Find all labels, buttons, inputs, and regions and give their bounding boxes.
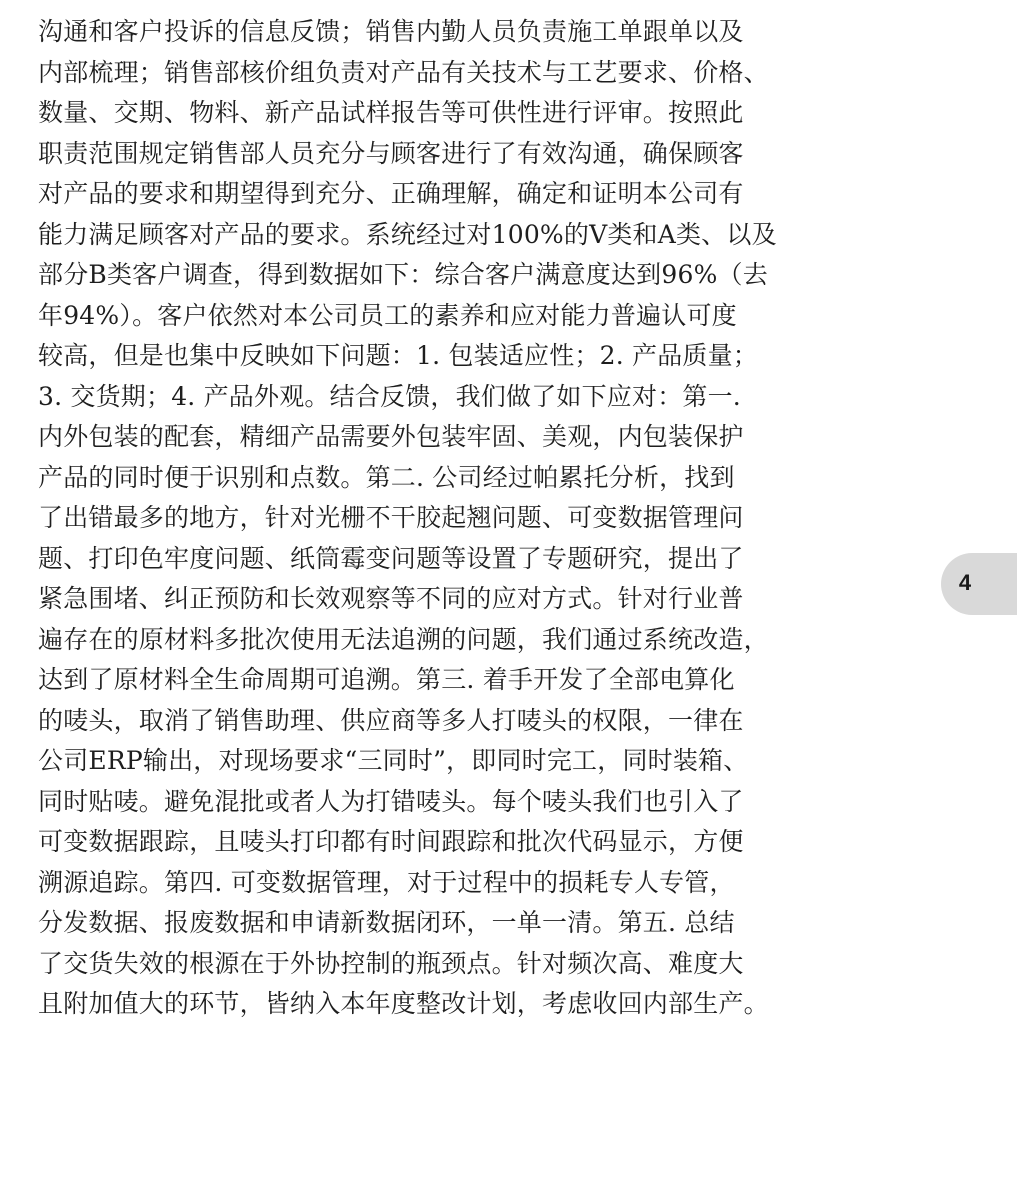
text-line: 分发数据、报废数据和申请新数据闭环，一单一清。第五. 总结 [38,908,735,937]
text-line: 对产品的要求和期望得到充分、正确理解，确定和证明本公司有 [38,179,744,208]
text-line: 题、打印色牢度问题、纸筒霉变问题等设置了专题研究，提出了 [38,543,744,573]
text-line: 可变数据跟踪，且唛头打印都有时间跟踪和批次代码显示，方便 [38,827,744,856]
text-line: 紧急围堵、纠正预防和长效观察等不同的应对方式。针对行业普 [38,584,744,613]
text-line: 3. 交货期；4. 产品外观。结合反馈，我们做了如下应对：第一. [38,381,741,411]
text-line: 较高，但是也集中反映如下问题：1. 包装适应性；2. 产品质量； [38,341,759,370]
text-line: 内部梳理；销售部核价组负责对产品有关技术与工艺要求、价格、 [38,57,769,87]
text-line: 能力满足顾客对产品的要求。系统经过对100%的V类和A类、以及 [38,219,777,249]
text-line: 职责范围规定销售部人员充分与顾客进行了有效沟通，确保顾客 [38,138,744,168]
text-line: 产品的同时便于识别和点数。第二. 公司经过帕累托分析，找到 [38,462,735,492]
body-paragraph [38,12,878,1025]
text-line: 遍存在的原材料多批次使用无法追溯的问题，我们通过系统改造， [38,624,769,654]
text-line: 达到了原材料全生命周期可追溯。第三. 着手开发了全部电算化 [38,665,735,694]
text-line: 溯源追踪。第四. 可变数据管理，对于过程中的损耗专人专管， [38,867,735,897]
text-line: 了出错最多的地方，针对光栅不干胶起翘问题、可变数据管理问 [38,503,744,532]
text-line: 的唛头，取消了销售助理、供应商等多人打唛头的权限，一律在 [38,705,744,735]
page-number: 4 [958,570,972,595]
text-line: 了交货失效的根源在于外协控制的瓶颈点。针对频次高、难度大 [38,948,744,978]
text-line: 且附加值大的环节，皆纳入本年度整改计划，考虑收回内部生产。 [38,989,769,1018]
text-line: 年94%）。客户依然对本公司员工的素养和应对能力普遍认可度 [38,300,737,330]
text-line: 公司ERP输出，对现场要求“三同时”，即同时完工，同时装箱、 [38,746,749,775]
text-line: 内外包装的配套，精细产品需要外包装牢固、美观，内包装保护 [38,422,744,451]
text-line: 沟通和客户投诉的信息反馈；销售内勤人员负责施工单跟单以及 [38,17,744,46]
text-line: 部分B类客户调查，得到数据如下：综合客户满意度达到96%（去 [38,260,768,289]
text-line: 同时贴唛。避免混批或者人为打错唛头。每个唛头我们也引入了 [38,786,744,816]
text-line: 数量、交期、物料、新产品试样报告等可供性进行评审。按照此 [38,98,744,127]
